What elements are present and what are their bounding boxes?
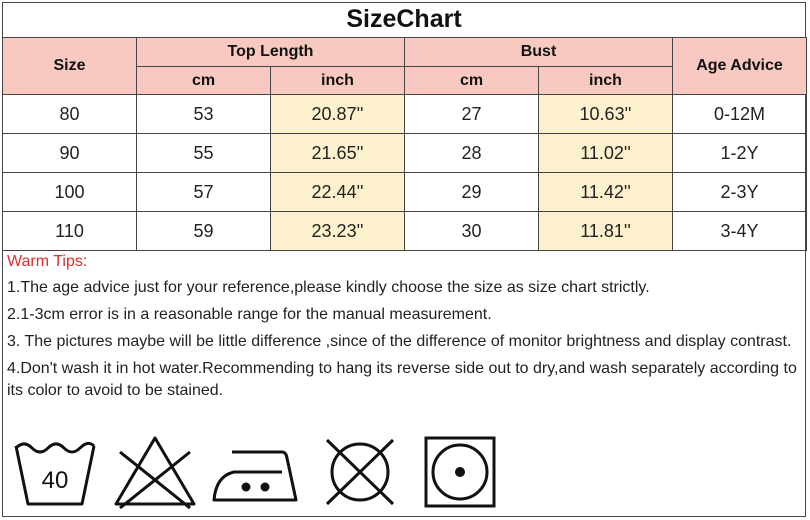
page-title: SizeChart — [2, 2, 806, 38]
cell-bust-inch: 11.42'' — [539, 173, 673, 212]
table-row — [3, 173, 807, 212]
header-top-cm: cm — [137, 67, 271, 95]
cell-age: 0-12M — [673, 95, 807, 134]
header-age-advice: Age Advice — [673, 38, 807, 95]
care-icons — [10, 434, 800, 510]
cell-size: 90 — [3, 134, 137, 173]
table-row — [3, 134, 807, 173]
tip-item: 2.1-3cm error is in a reasonable range for the manual measurement. — [7, 306, 492, 323]
tip-item: 3. The pictures maybe will be little difference ,since of the difference of monitor brightness and display contrast. — [7, 333, 792, 350]
do-not-tumble-dry-icon — [315, 434, 405, 510]
cell-top-cm: 53 — [137, 95, 271, 134]
header-top-length: Top Length — [137, 38, 405, 67]
table-row — [3, 95, 807, 134]
wash-40-icon — [10, 434, 100, 510]
cell-top-inch: 21.65'' — [271, 134, 405, 173]
wash-temperature: 40 — [41, 467, 69, 494]
cell-bust-cm: 28 — [405, 134, 539, 173]
cell-top-cm: 59 — [137, 212, 271, 251]
cell-age: 2-3Y — [673, 173, 807, 212]
cell-bust-inch: 10.63'' — [539, 95, 673, 134]
cell-bust-cm: 30 — [405, 212, 539, 251]
iron-medium-icon — [210, 434, 300, 510]
header-bust-inch: inch — [539, 67, 673, 95]
size-chart-table — [2, 37, 807, 251]
cell-bust-cm: 29 — [405, 173, 539, 212]
cell-bust-inch: 11.02'' — [539, 134, 673, 173]
table-row — [3, 212, 807, 251]
tip-item: 1.The age advice just for your reference,please kindly choose the size as size chart strictly. — [7, 279, 650, 296]
warm-tips — [7, 251, 803, 407]
header-top-inch: inch — [271, 67, 405, 95]
cell-size: 80 — [3, 95, 137, 134]
cell-top-inch: 20.87'' — [271, 95, 405, 134]
cell-size: 100 — [3, 173, 137, 212]
cell-top-inch: 23.23'' — [271, 212, 405, 251]
cell-age: 3-4Y — [673, 212, 807, 251]
header-bust-cm: cm — [405, 67, 539, 95]
header-bust: Bust — [405, 38, 673, 67]
cell-top-cm: 57 — [137, 173, 271, 212]
cell-bust-cm: 27 — [405, 95, 539, 134]
cell-top-cm: 55 — [137, 134, 271, 173]
tumble-dry-low-icon — [415, 434, 505, 510]
cell-top-inch: 22.44'' — [271, 173, 405, 212]
tip-item: 4.Don't wash it in hot water.Recommending to hang its reverse side out to dry,and wash separately according to its color to avoid to be stained. — [7, 360, 797, 399]
cell-size: 110 — [3, 212, 137, 251]
do-not-bleach-icon — [110, 434, 200, 510]
warm-tips-heading: Warm Tips: — [7, 253, 88, 270]
header-size: Size — [3, 38, 137, 95]
cell-bust-inch: 11.81'' — [539, 212, 673, 251]
header-row-top — [3, 38, 807, 67]
cell-age: 1-2Y — [673, 134, 807, 173]
